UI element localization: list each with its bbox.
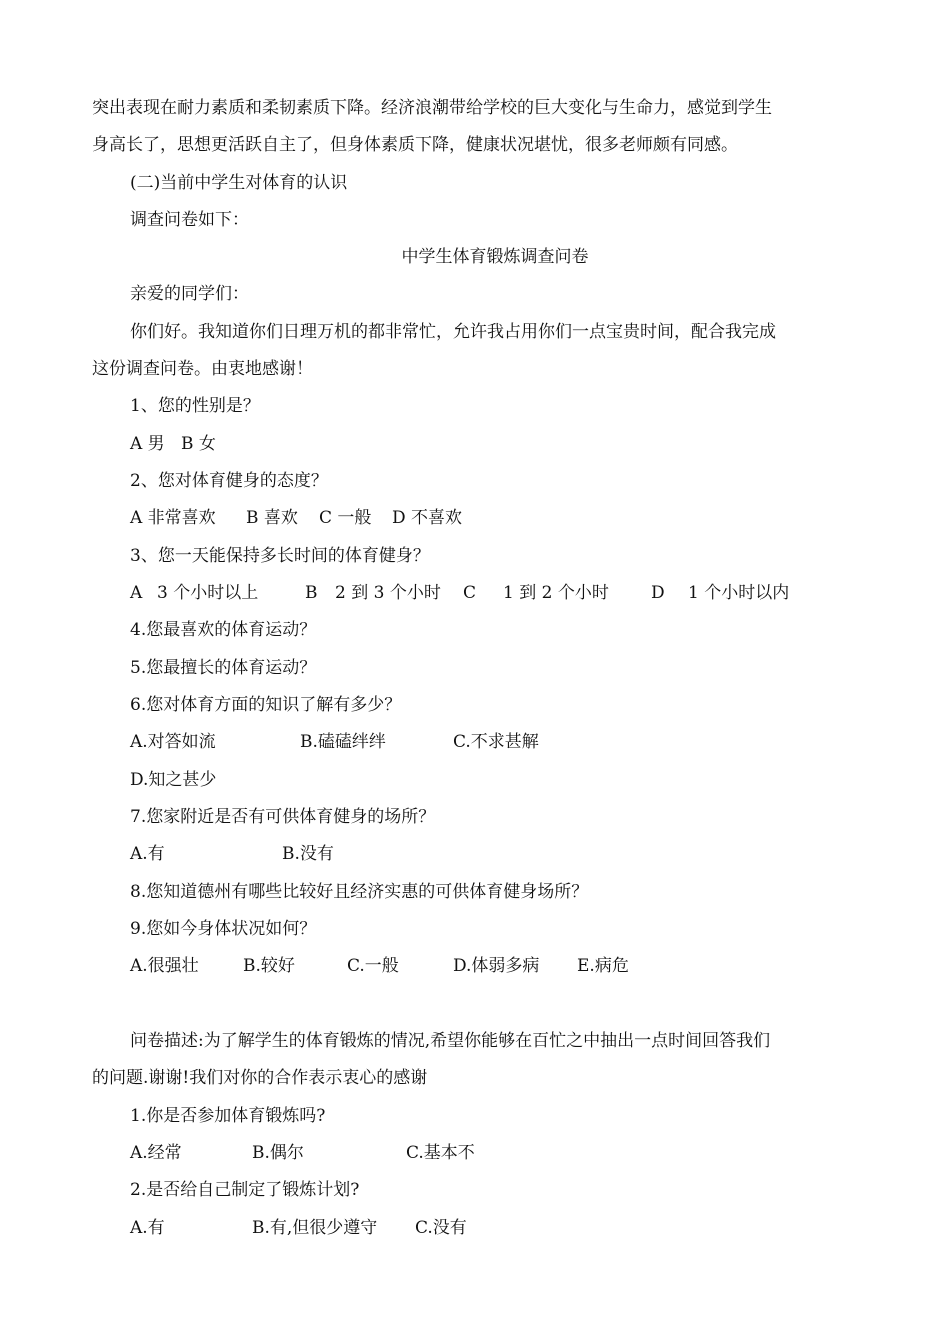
survey2-question-1: 1.你是否参加体育锻炼吗?	[130, 1106, 326, 1126]
option: A.有	[130, 1218, 165, 1238]
greeting: 亲爱的同学们：	[130, 284, 249, 304]
survey2-question-2: 2.是否给自己制定了锻炼计划?	[130, 1180, 360, 1200]
option-text: 1 个小时以内	[688, 583, 790, 603]
option: B 喜欢	[246, 508, 298, 528]
option: C.基本不	[406, 1143, 475, 1163]
option: D.体弱多病	[453, 956, 540, 976]
option-letter: B	[305, 583, 318, 603]
question-9: 9.您如今身体状况如何？	[130, 919, 317, 939]
question-4: 4.您最喜欢的体育运动？	[130, 620, 317, 640]
option: C 一般	[319, 508, 372, 528]
description-line-2: 的问题.谢谢!我们对你的合作表示衷心的感谢	[92, 1068, 428, 1088]
option: D 不喜欢	[392, 508, 463, 528]
option: B 女	[181, 434, 216, 454]
question-8: 8.您知道德州有哪些比较好且经济实惠的可供体育健身场所？	[130, 882, 589, 902]
survey-intro: 调查问卷如下：	[130, 210, 249, 230]
letter-line-1: 你们好。我知道你们日理万机的都非常忙，允许我占用你们一点宝贵时间，配合我完成	[130, 322, 776, 342]
option: B.有,但很少遵守	[252, 1218, 378, 1238]
option: D.知之甚少	[130, 770, 217, 790]
question-6: 6.您对体育方面的知识了解有多少？	[130, 695, 402, 715]
option: A.经常	[130, 1143, 182, 1163]
option-text: 1 到 2 个小时	[503, 583, 609, 603]
option-letter: C	[463, 583, 477, 603]
option: C.不求甚解	[453, 732, 539, 752]
option: A.很强壮	[130, 956, 199, 976]
option: B.没有	[282, 844, 334, 864]
option: B.磕磕绊绊	[300, 732, 386, 752]
description-line-1: 问卷描述:为了解学生的体育锻炼的情况,希望你能够在百忙之中抽出一点时间回答我们	[130, 1031, 771, 1051]
question-5: 5.您最擅长的体育运动？	[130, 658, 317, 678]
option: E.病危	[577, 956, 629, 976]
option-letter: D	[651, 583, 665, 603]
letter-line-2: 这份调查问卷。由衷地感谢！	[92, 359, 313, 379]
intro-line-2: 身高长了，思想更活跃自主了，但身体素质下降，健康状况堪忧，很多老师颇有同感。	[92, 135, 738, 155]
question-2: 2、您对体育健身的态度？	[130, 471, 328, 491]
option: B.较好	[243, 956, 295, 976]
option: C.一般	[347, 956, 399, 976]
question-1: 1、您的性别是？	[130, 396, 260, 416]
option: A.有	[130, 844, 165, 864]
option: A 男	[130, 434, 165, 454]
option: C.没有	[415, 1218, 467, 1238]
section-heading: (二)当前中学生对体育的认识	[130, 173, 348, 193]
option-text: 2 到 3 个小时	[335, 583, 441, 603]
question-7: 7.您家附近是否有可供体育健身的场所？	[130, 807, 436, 827]
option: B.偶尔	[252, 1143, 304, 1163]
survey-title: 中学生体育锻炼调查问卷	[401, 247, 589, 267]
intro-line-1: 突出表现在耐力素质和柔韧素质下降。经济浪潮带给学校的巨大变化与生命力，感觉到学生	[92, 98, 772, 118]
option: A.对答如流	[130, 732, 216, 752]
option-text: 3 个小时以上	[157, 583, 259, 603]
option-letter: A	[130, 583, 143, 603]
question-3: 3、您一天能保持多长时间的体育健身？	[130, 546, 430, 566]
option: A 非常喜欢	[130, 508, 216, 528]
